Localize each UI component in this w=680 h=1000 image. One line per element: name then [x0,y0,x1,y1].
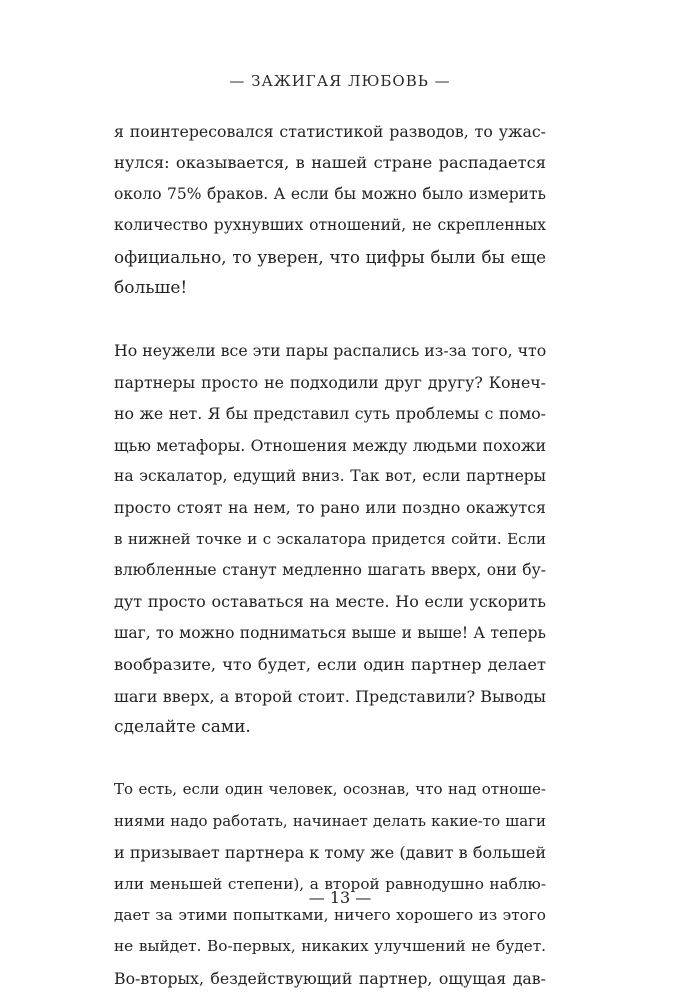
text-line: около 75% браков. А если бы можно было измерить [114,184,546,203]
text-line: Во-вторых, бездействующий партнер, ощущая дав- [114,968,546,988]
paragraph-2 [114,335,546,743]
body-text [114,116,546,994]
text-line: в нижней точке и с эскалатора придется сойти. Если [114,529,546,548]
text-line: я поинтересовался статистикой разводов, то ужас- [114,122,546,141]
text-line: То есть, если один человек, осознав, что над отноше- [114,780,546,799]
text-line: или меньшей степени), а второй равнодушно наблю- [114,874,546,893]
text-line: официально, то уверен, что цифры были бы еще [114,246,546,267]
text-line: Но неужели все эти пары распались из-за того, что [114,341,547,361]
text-line: вообразите, что будет, если один партнер делает [114,655,546,675]
text-line: не выйдет. Во-первых, никаких улучшений не будет. [114,937,546,956]
page-number: — 13 — [308,888,372,907]
text-line: дут просто оставаться на месте. Но если ускорить [114,592,546,612]
text-line: сделайте сами. [114,717,251,738]
text-line: на эскалатор, едущий вниз. Так вот, если партнеры [114,466,546,485]
text-line: шаг, то можно подниматься выше и выше! А теперь [114,623,546,642]
text-line: больше! [114,277,188,298]
running-header: — ЗАЖИГАЯ ЛЮБОВЬ — [229,72,451,90]
text-line: шаги вверх, а второй стоит. Представили? Выводы [114,686,546,706]
paragraph-1 [114,116,546,304]
paragraph-3 [114,774,546,994]
text-line: щью метафоры. Отношения между людьми похожи [114,435,546,455]
text-line: партнеры просто не подходили друг другу? Конеч- [114,372,546,392]
text-line: но же нет. Я бы представил суть проблемы с помо- [114,404,546,424]
text-line: просто стоят на нем, то рано или поздно окажутся [114,498,546,518]
text-line: и призывает партнера к тому же (давит в большей [114,843,546,863]
text-line: дает за этими попытками, ничего хорошего из этого [114,905,546,924]
text-line: влюбленные станут медленно шагать вверх, они бу- [114,561,546,580]
text-line: ниями надо работать, начинает делать какие-то шаги [114,811,546,830]
text-line: количество рухнувших отношений, не скрепленных [114,216,546,235]
text-line: нулся: оказывается, в нашей стране распадается [114,153,546,173]
